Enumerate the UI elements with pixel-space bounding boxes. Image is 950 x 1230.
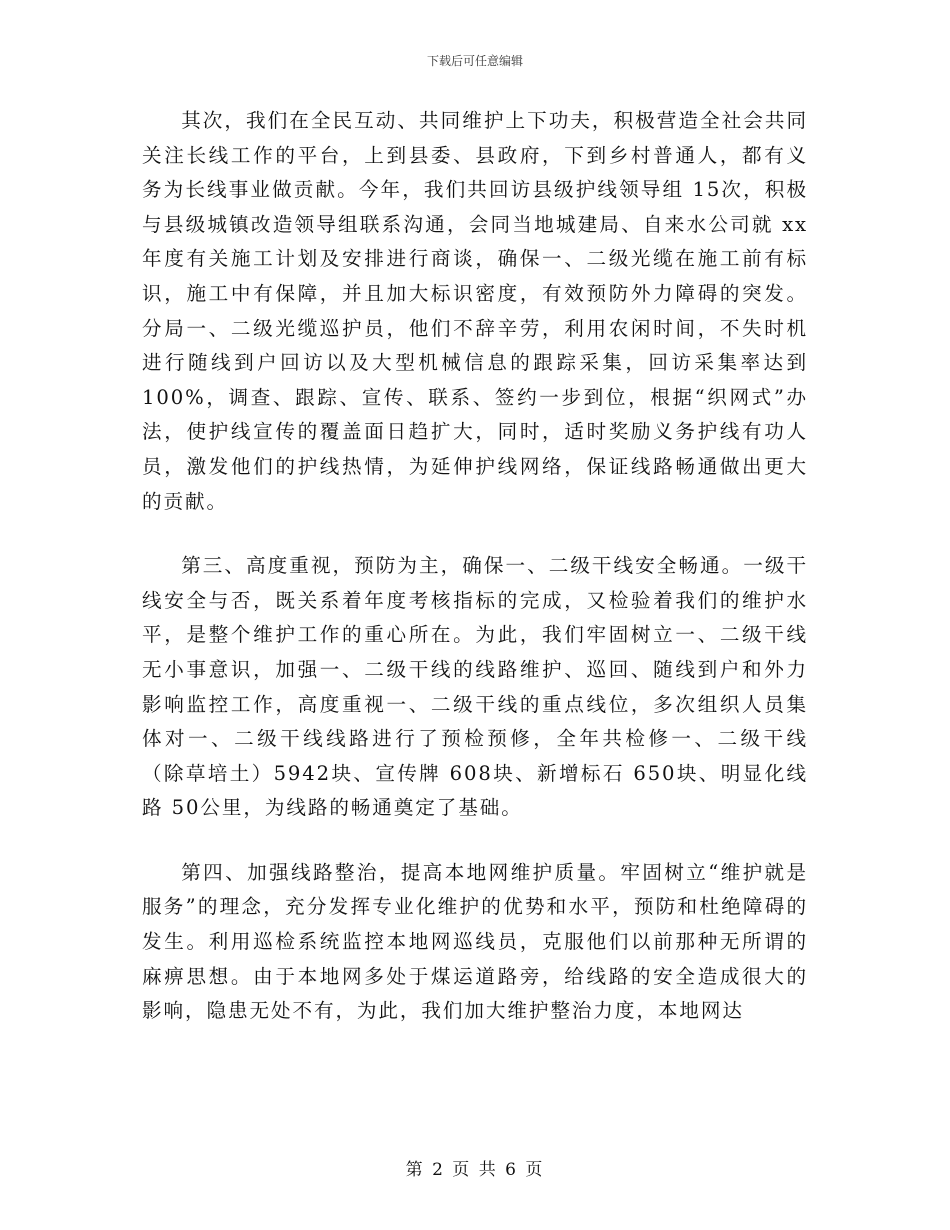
- paragraph-3: 第四、加强线路整治，提高本地网维护质量。牢固树立“维护就是服务”的理念，充分发挥专业化维护的优势和水平，预防和杜绝障碍的发生。利用巡检系统监控本地网巡线员，克服他们以前那种无所谓的麻痹思想。由于本地网多处于煤运道路旁，给线路的安全造成很大的影响，隐患无处不有，为此，我们加大维护整治力度，本地网达: [142, 860, 808, 1023]
- page-number-footer: 第 2 页 共 6 页: [405, 1160, 545, 1180]
- document-body: [142, 104, 808, 1059]
- paragraph-2: 第三、高度重视，预防为主，确保一、二级干线安全畅通。一级干线安全与否，既关系着年度考核指标的完成，又检验着我们的维护水平，是整个维护工作的重心所在。为此，我们牢固树立一、二级干线无小事意识，加强一、二级干线的线路维护、巡回、随线到户和外力影响监控工作，高度重视一、二级干线的重点线位，多次组织人员集体对一、二级干线线路进行了预检预修，全年共检修一、二级干线（除草培土）5942块、宣传牌 608块、新增标石 650块、明显化线路 50公里，为线路的畅通奠定了基础。: [142, 554, 808, 820]
- paragraph-1: 其次，我们在全民互动、共同维护上下功夫，积极营造全社会共同关注长线工作的平台，上到县委、县政府，下到乡村普通人，都有义务为长线事业做贡献。今年，我们共回访县级护线领导组 15次，积极与县级城镇改造领导组联系沟通，会同当地城建局、自来水公司就 xx年度有关施工计划及安排进行商谈，确保一、二级光缆在施工前有标识，施工中有保障，并且加大标识密度，有效预防外力障碍的突发。分局一、二级光缆巡护员，他们不辞辛劳，利用农闲时间，不失时机进行随线到户回访以及大型机械信息的跟踪采集，回访采集率达到 100%，调查、跟踪、宣传、联系、签约一步到位，根据“织网式”办法，使护线宣传的覆盖面日趋扩大，同时，适时奖励义务护线有功人员，激发他们的护线热情，为延伸护线网络，保证线路畅通做出更大的贡献。: [142, 109, 808, 513]
- page-header: 下载后可任意编辑: [426, 54, 523, 68]
